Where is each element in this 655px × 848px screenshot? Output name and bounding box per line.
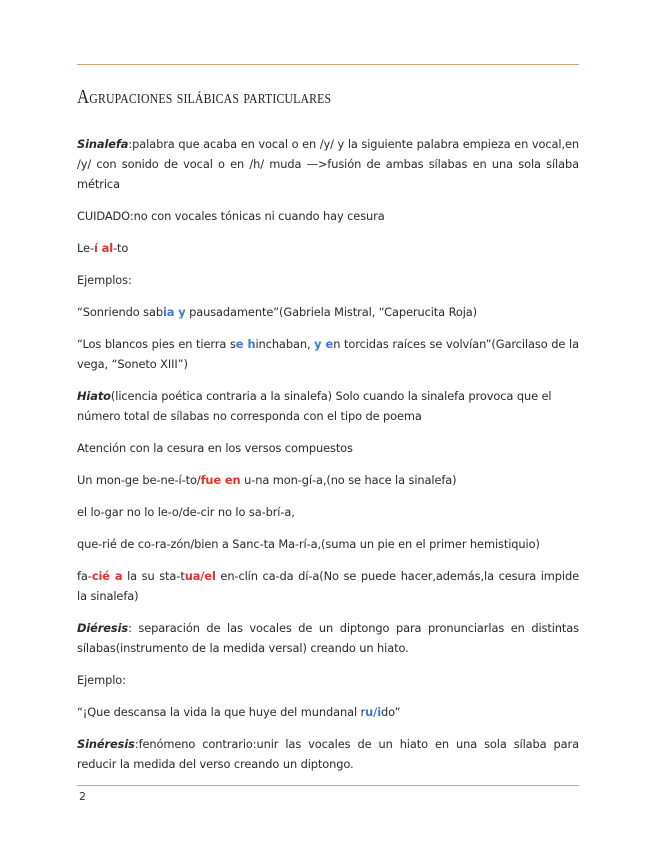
dieresis-definition: : separación de las vocales de un diptongo para pronunciarlas en distintas sílabas(instrumento de la medida versal) creando un hiato. xyxy=(77,621,579,655)
page-title: Agrupaciones silábicas particulares xyxy=(77,86,332,108)
example-garcilaso xyxy=(77,334,579,374)
text-segment: Un mon-ge be-ne-í-to/ xyxy=(77,473,201,487)
text-segment: “¡Que descansa la vida la que huye del mundanal r xyxy=(77,705,366,719)
highlight-red: cié a xyxy=(91,569,123,583)
text-segment: fa- xyxy=(77,569,92,583)
highlight-blue: u/i xyxy=(365,705,382,719)
sineresis-paragraph xyxy=(77,734,579,774)
highlight-blue: ia y xyxy=(162,305,186,319)
verse-logar: el lo-gar no lo le-o/de-cir no lo sa-brí-a, xyxy=(77,505,295,519)
sineresis-definition: :fenómeno contrario:unir las vocales de un hiato en una sola sílaba para reducir la medida del verso creando un diptongo. xyxy=(77,737,579,771)
highlight-red: fue en xyxy=(200,473,241,487)
text-segment: en-clín ca-da dí-a(No se puede hacer,además,la cesura impide la sinalefa) xyxy=(77,569,579,603)
term-sinalefa: Sinalefa xyxy=(77,137,129,151)
top-rule xyxy=(77,64,579,65)
text-segment: -to xyxy=(113,241,129,255)
atencion-paragraph: Atención con la cesura en los versos compuestos xyxy=(77,441,353,455)
cuidado-paragraph: CUIDADO:no con vocales tónicas ni cuando hay cesura xyxy=(77,209,385,223)
text-segment: u-na mon-gí-a,(no se hace la sinalefa) xyxy=(240,473,457,487)
hiato-paragraph xyxy=(77,386,579,426)
verse-monge xyxy=(77,470,579,490)
highlight-blue: y e xyxy=(314,337,334,351)
highlight-red: ua/el xyxy=(184,569,216,583)
page-number: 2 xyxy=(79,790,86,803)
document-body xyxy=(77,134,579,786)
text-segment: “Sonriendo sab xyxy=(77,305,163,319)
highlight-blue: e h xyxy=(235,337,256,351)
verse-querie: que-rié de co-ra-zón/bien a Sanc-ta Ma-rí-a,(suma un pie en el primer hemistiquio) xyxy=(77,537,540,551)
text-segment: la su sta-t xyxy=(122,569,185,583)
sinalefa-paragraph xyxy=(77,134,579,194)
text-segment: pausadamente”(Gabriela Mistral, “Caperucita Roja) xyxy=(185,305,478,319)
text-segment: do” xyxy=(381,705,401,719)
example-mistral xyxy=(77,302,579,322)
hiato-definition: (licencia poética contraria a la sinalefa) Solo cuando la sinalefa provoca que el número total de sílabas no corresponda con el tipo de poema xyxy=(77,389,552,423)
ejemplo-label: Ejemplo: xyxy=(77,673,126,687)
highlight-red: í al xyxy=(93,241,114,255)
sinalefa-definition: :palabra que acaba en vocal o en /y/ y la siguiente palabra empieza en vocal,en /y/ con sonido de vocal o en /h/ muda —>fusión de ambas sílabas en una sola sílaba métrica xyxy=(77,137,579,191)
bottom-rule xyxy=(77,785,579,786)
text-segment: n torcidas raíces se volvían”(Garcilaso de la vega, “Soneto XIII”) xyxy=(77,337,579,371)
verse-facie xyxy=(77,566,579,606)
term-sineresis: Sinéresis xyxy=(77,737,135,751)
example-ruido xyxy=(77,702,579,722)
ejemplos-label: Ejemplos: xyxy=(77,273,132,287)
term-hiato: Hiato xyxy=(77,389,111,403)
text-segment: inchaban, xyxy=(255,337,315,351)
text-segment: Le- xyxy=(77,241,94,255)
text-segment: “Los blancos pies en tierra s xyxy=(77,337,236,351)
dieresis-paragraph xyxy=(77,618,579,658)
term-dieresis: Diéresis xyxy=(77,621,129,635)
leialto-paragraph xyxy=(77,238,579,258)
